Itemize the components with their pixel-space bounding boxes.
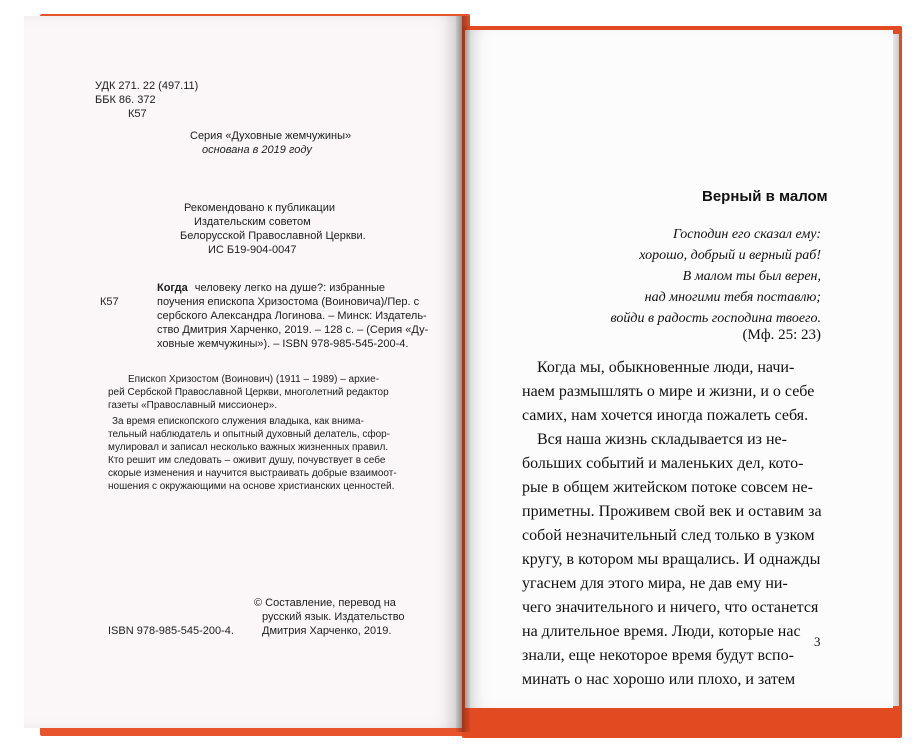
- body-line-14: минать о нас хорошо или плохо, и затем: [522, 671, 796, 688]
- author-code: К57: [128, 108, 147, 120]
- annotation-line-3: газеты «Православный миссионер».: [108, 400, 278, 411]
- annotation-line-4: За время епископского служения владыка, как внима-: [112, 416, 364, 427]
- annotation-line-1: Епископ Хризостом (Воинович) (1911 – 1989) – архие-: [128, 374, 380, 385]
- catalog-entry: [157, 282, 385, 295]
- annotation-line-7: Кто решит им следовать – оживит душу, почувствует в себе: [108, 455, 386, 466]
- recommended-line-2: Издательским советом: [194, 216, 311, 228]
- catalog-line-1: человеку легко на душе?: избранные: [194, 282, 386, 294]
- catalog-code: К57: [100, 296, 119, 308]
- body-line-1: Когда мы, обыкновенные люди, начи-: [537, 359, 795, 376]
- page-edges: [893, 34, 899, 706]
- epigraph-line-3: В малом ты был верен,: [682, 269, 821, 284]
- body-line-4: Вся наша жизнь складывается из не-: [537, 431, 787, 448]
- body-line-5: больших событий и маленьких дел, кото-: [522, 455, 804, 472]
- body-line-3: самих, нам хочется иногда пожалеть себя.: [522, 407, 809, 424]
- copyright-line-3: Дмитрия Харченко, 2019.: [262, 625, 392, 637]
- epigraph-line-4: над многими тебя поставлю;: [644, 290, 821, 305]
- annotation-line-2: рей Сербской Православной Церкви, многолетний редактор: [108, 387, 389, 398]
- copyright-line-1: © Составление, перевод на: [254, 597, 396, 609]
- udk-code: УДК 271. 22 (497.11): [95, 80, 199, 92]
- annotation-line-8: скорые изменения и научится выстраивать добрые взаимоот-: [108, 468, 397, 479]
- bbk-code: ББК 86. 372: [95, 94, 156, 106]
- body-line-9: кругу, в котором мы вращались. И однажды: [522, 551, 821, 568]
- series-founded: основана в 2019 году: [202, 144, 312, 156]
- body-line-7: приметны. Проживем свой век и оставим за: [522, 503, 822, 520]
- body-line-6: рые в общем житейском потоке совсем не-: [522, 479, 813, 496]
- catalog-line-5: ховные жемчужины»). – ISBN 978-985-545-200-4.: [157, 338, 409, 350]
- recommended-line-4: ИС Б19-904-0047: [208, 244, 297, 256]
- chapter-title: Верный в малом: [702, 188, 828, 205]
- recommended-line-1: Рекомендовано к публикации: [184, 202, 335, 214]
- epigraph-line-1: Господин его сказал ему:: [673, 227, 821, 242]
- catalog-title-bold: Когда: [157, 282, 188, 294]
- recommended-line-3: Белорусской Православной Церкви.: [180, 230, 366, 242]
- right-page: [465, 30, 893, 708]
- annotation-line-6: мулировал и записал несколько важных жизненных правил.: [108, 442, 389, 453]
- epigraph-reference: (Мф. 25: 23): [742, 327, 821, 343]
- epigraph-line-5: войди в радость господина твоего.: [610, 311, 821, 326]
- catalog-line-3: сербского Александра Логинова. – Минск: Издатель-: [157, 310, 427, 322]
- body-line-10: угаснем для этого мира, не дав ему ни-: [522, 575, 788, 592]
- body-line-11: чего значительного и ничего, что останется: [522, 599, 819, 616]
- isbn: ISBN 978-985-545-200-4.: [108, 625, 234, 637]
- body-line-13: знали, еще некоторое время будут вспо-: [522, 647, 794, 664]
- annotation-line-5: тельный наблюдатель и опытный духовный делатель, сфор-: [108, 429, 391, 440]
- catalog-line-4: ство Дмитрия Харченко, 2019. – 128 с. – (Серия «Ду-: [157, 324, 429, 336]
- page-number: 3: [814, 634, 821, 649]
- series-line: Серия «Духовные жемчужины»: [190, 130, 352, 142]
- epigraph-line-2: хорошо, добрый и верный раб!: [639, 248, 821, 263]
- body-line-8: собой незначительный след только в узком: [522, 527, 815, 544]
- body-line-12: на длительное время. Люди, которые нас: [522, 623, 801, 640]
- copyright-line-2: русский язык. Издательство: [262, 611, 405, 623]
- body-line-2: наем размышлять о мире и жизни, и о себе: [522, 383, 815, 400]
- left-page: [24, 16, 462, 728]
- book-gutter: [456, 16, 470, 732]
- catalog-line-2: поучения епископа Хризостома (Воиновича)/Пер. с: [157, 296, 420, 308]
- annotation-line-9: ношения с окружающими на основе христианских ценностей.: [108, 481, 395, 492]
